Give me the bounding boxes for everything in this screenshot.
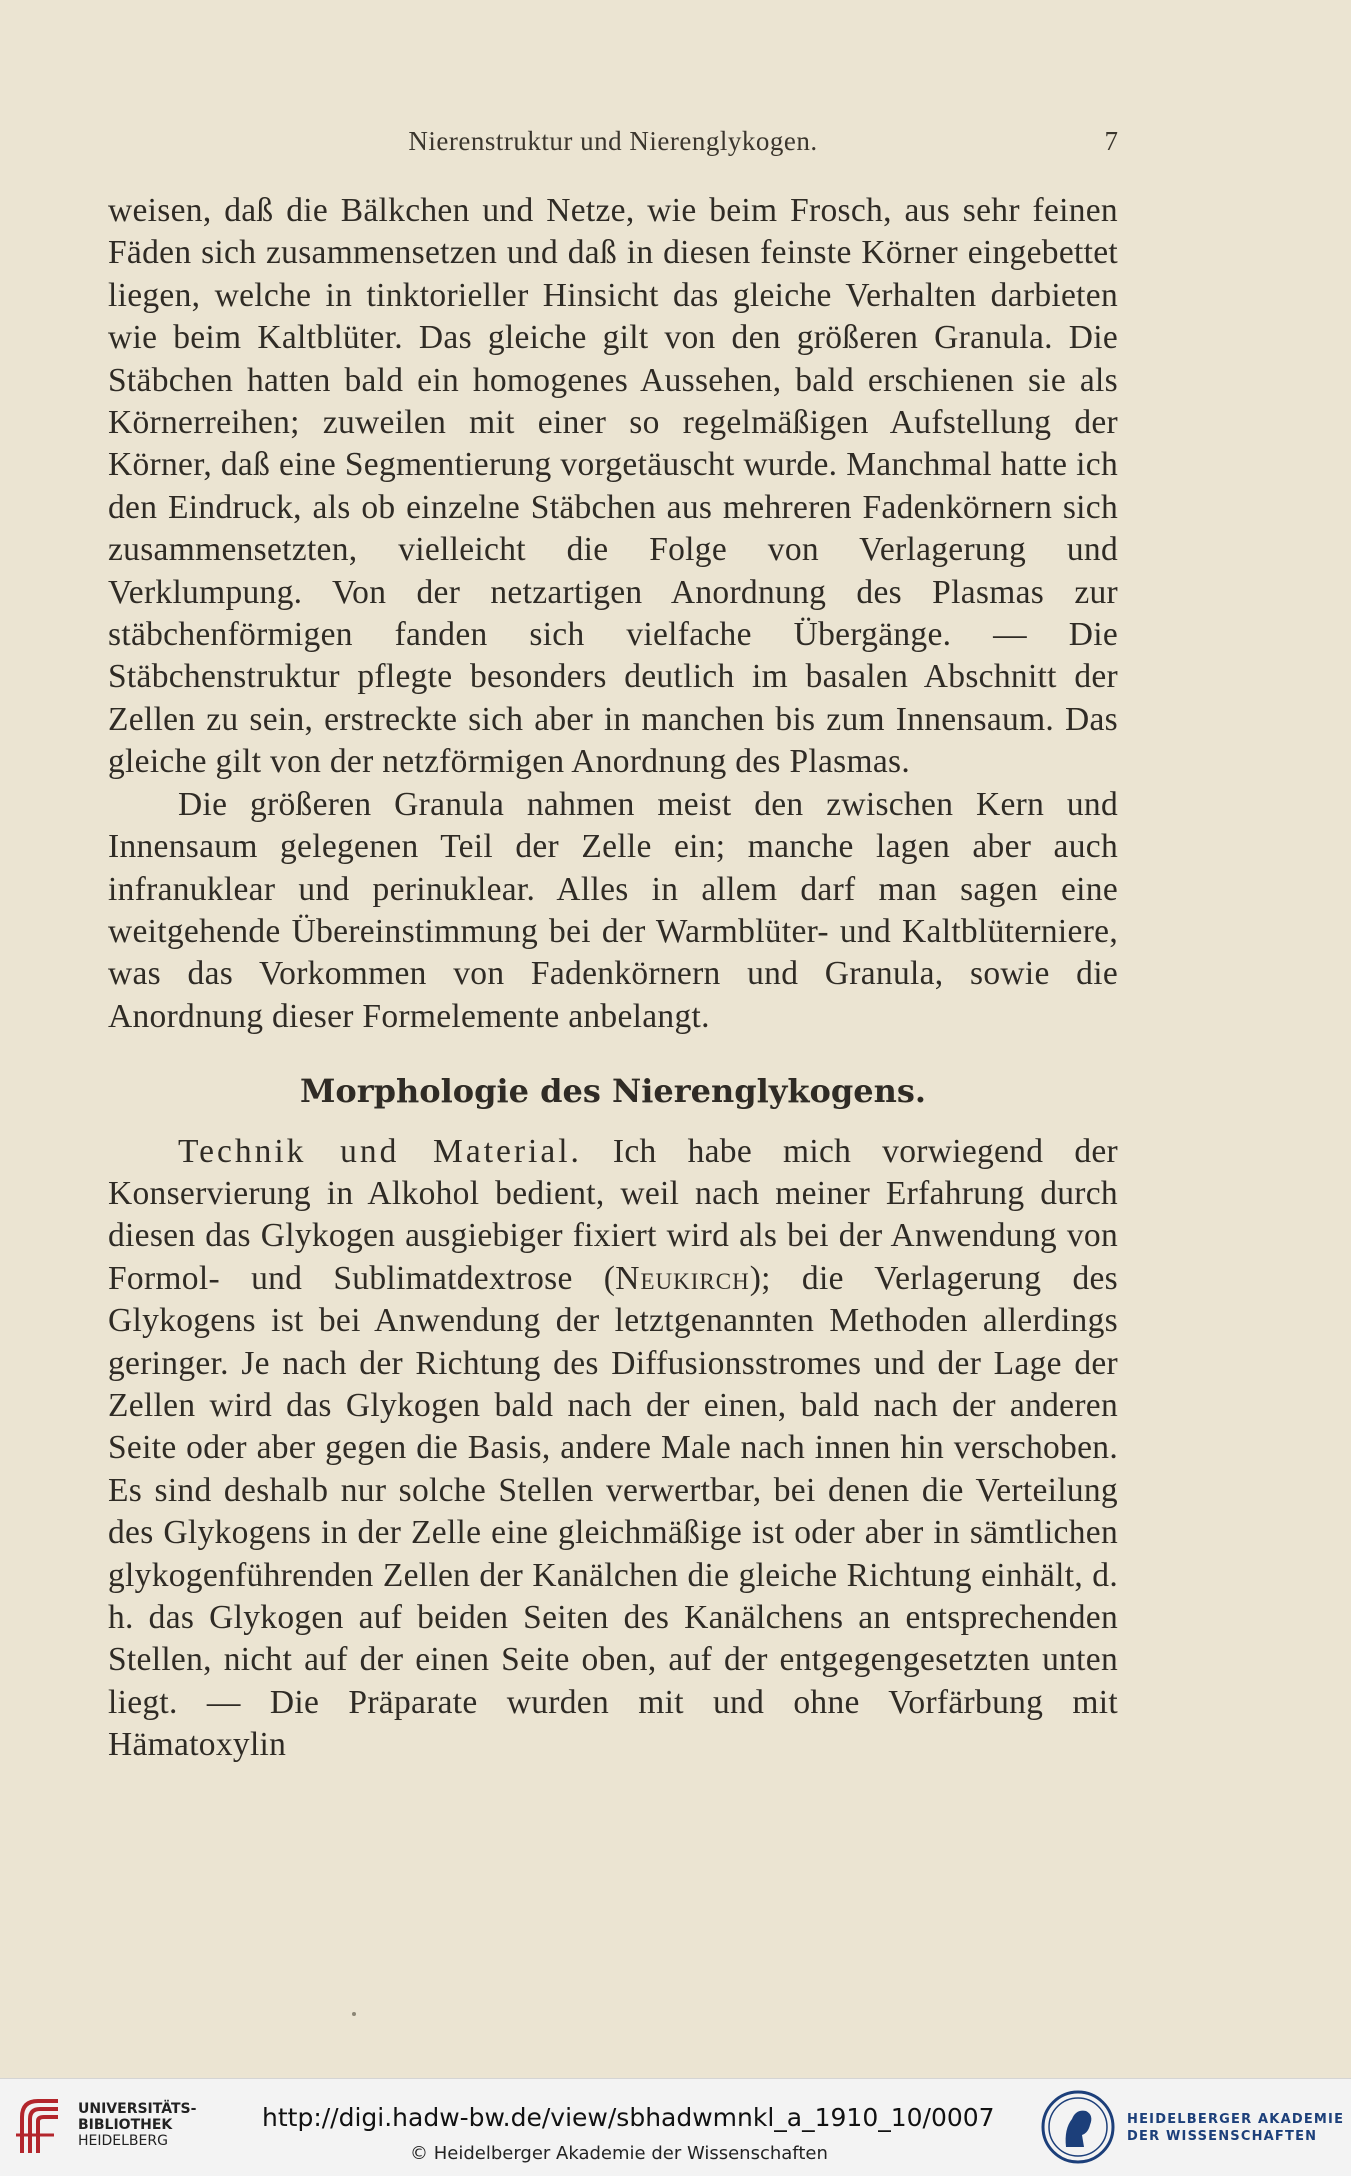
paragraph-3-part-2: ); die Verlagerung des Glykogens ist bei Anwendung der letztgenannten Methoden allerdings geringer. Je nach der Richtung des Diffusionsstromes und der Lage der Zellen wird das Glykogen bald nach der einen, bald nach der anderen Seite oder aber gegen die Basis, andere Male nach innen hin verschoben. Es sind deshalb nur solche Stellen verwertbar, bei denen die Verteilung des Glykogens in der Zelle eine gleichmäßige ist oder aber in sämtlichen glykogenführenden Zellen der Kanälchen die gleiche Richtung einhält, d. h. das Glykogen auf beiden Seiten des Kanälchens an entsprechenden Stellen, nicht auf der einen Seite oben, auf der entgegengesetzten unten liegt. — Die Präparate wurden mit und ohne Vorfärbung mit Hämatoxylin: [108, 1259, 1119, 1764]
university-library-logo-icon[interactable]: [14, 2095, 66, 2157]
digitization-footer: [0, 2078, 1351, 2176]
academy-seal-icon[interactable]: [1040, 2089, 1116, 2165]
author-name: Neukirch: [615, 1259, 750, 1297]
library-name-line-3: HEIDELBERG: [78, 2133, 168, 2149]
page-number: 7: [1104, 126, 1118, 156]
section-heading: Morphologie des Nierenglykogens.: [299, 1072, 927, 1111]
body-text: [108, 190, 1118, 1767]
library-name: [78, 2101, 196, 2149]
copyright-notice: © Heidelberger Akademie der Wissenschaften: [410, 2143, 828, 2164]
academy-name: [1127, 2111, 1344, 2145]
academy-name-line-2: DER WISSENSCHAFTEN: [1127, 2129, 1318, 2144]
library-name-line-2: BIBLIOTHEK: [78, 2117, 173, 2133]
paragraph-3: [108, 1131, 1118, 1767]
paragraph-3-part-1: Ich habe mich vorwiegend der Konservierung in Alkohol bedient, weil nach meiner Erfahrung durch diesen das Glykogen ausgiebiger fixiert wird als bei der Anwendung von Formol- und Sublimatdextrose (: [108, 1132, 1118, 1297]
paragraph-2: Die größeren Granula nahmen meist den zwischen Kern und Innensaum gelegenen Teil der Zelle ein; manche lagen aber auch infranuklear und perinuklear. Alles in allem darf man sagen eine weitgehende Übereinstimmung bei der Warmblüter- und Kaltblüterniere, was das Vorkommen von Fadenkörnern und Granula, sowie die Anordnung dieser Formelemente anbelangt.: [108, 785, 1118, 1035]
running-header: [108, 122, 1118, 162]
paragraph-lead: Technik und Material.: [178, 1132, 582, 1170]
paragraph-1: weisen, daß die Bälkchen und Netze, wie beim Frosch, aus sehr feinen Fäden sich zusammensetzen und daß in diesen feinste Körner eingebettet liegen, welche in tinktorieller Hinsicht das gleiche Verhalten darbieten wie beim Kaltblüter. Das gleiche gilt von den größeren Granula. Die Stäbchen hatten bald ein homogenes Aussehen, bald erschienen sie als Körnerreihen; zuweilen mit einer so regelmäßigen Aufstellung der Körner, daß eine Segmentierung vorgetäuscht wurde. Manchmal hatte ich den Eindruck, als ob einzelne Stäbchen aus mehreren Fadenkörnern sich zusammensetzten, vielleicht die Folge von Verlagerung und Verklumpung. Von der netzartigen Anordnung des Plasmas zur stäbchenförmigen fanden sich vielfache Übergänge. — Die Stäbchenstruktur pflegte besonders deutlich im basalen Abschnitt der Zellen zu sein, erstreckte sich aber in manchen bis zum Innensaum. Das gleiche gilt von der netzförmigen Anordnung des Plasmas.: [108, 192, 1118, 781]
permalink-url[interactable]: http://digi.hadw-bw.de/view/sbhadwmnkl_a_1910_10/0007: [262, 2103, 995, 2132]
academy-name-line-1: HEIDELBERGER AKADEMIE: [1127, 2112, 1345, 2127]
speck: [352, 2012, 356, 2016]
library-name-line-1: UNIVERSITÄTS-: [78, 2101, 197, 2117]
running-title: Nierenstruktur und Nierenglykogen.: [408, 126, 818, 156]
